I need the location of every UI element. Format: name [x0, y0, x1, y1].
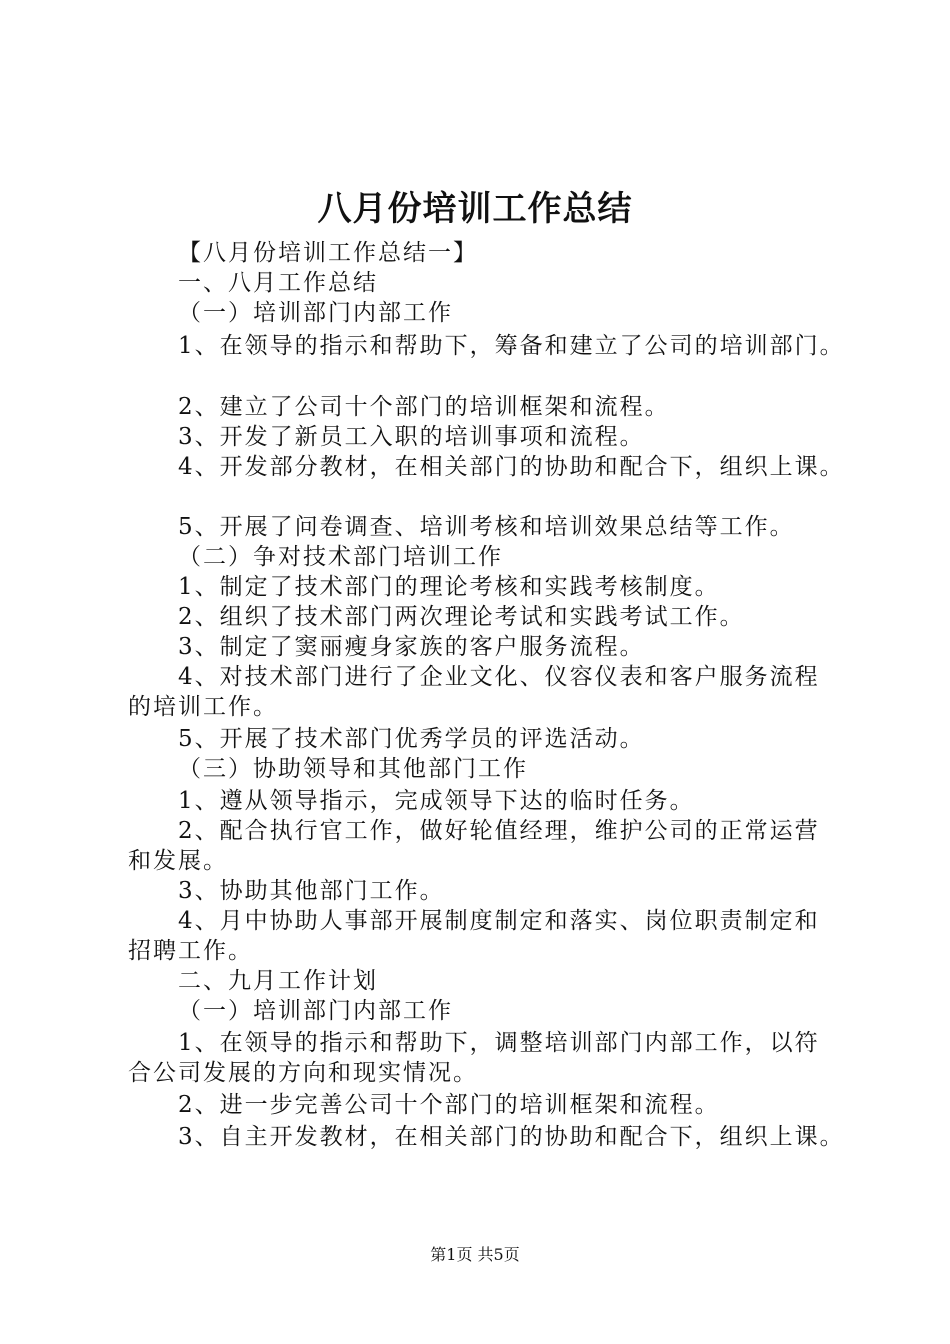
section-heading: 二、九月工作计划: [178, 968, 378, 994]
section-heading: 一、八月工作总结: [178, 270, 378, 296]
paragraph-line: 2、配合执行官工作，做好轮值经理，维护公司的正常运营: [178, 818, 820, 844]
paragraph-line: 3、开发了新员工入职的培训事项和流程。: [178, 424, 645, 450]
paragraph-line: 5、开展了技术部门优秀学员的评选活动。: [178, 726, 645, 752]
paragraph-line: 1、在领导的指示和帮助下，筹备和建立了公司的培训部门。: [178, 333, 845, 359]
paragraph-line: 1、遵从领导指示，完成领导下达的临时任务。: [178, 788, 695, 814]
page-footer: 第1页 共5页: [430, 1245, 520, 1264]
subsection-heading: （二）争对技术部门培训工作: [178, 544, 503, 570]
paragraph-line: 1、制定了技术部门的理论考核和实践考核制度。: [178, 574, 720, 600]
paragraph-line: 合公司发展的方向和现实情况。: [128, 1060, 478, 1086]
paragraph-line: 3、协助其他部门工作。: [178, 878, 445, 904]
paragraph-line: 2、组织了技术部门两次理论考试和实践考试工作。: [178, 604, 745, 630]
document-title: 八月份培训工作总结: [317, 189, 633, 229]
paragraph-line: 3、自主开发教材，在相关部门的协助和配合下，组织上课。: [178, 1124, 845, 1150]
paragraph-line: 1、在领导的指示和帮助下，调整培训部门内部工作，以符: [178, 1030, 820, 1056]
subsection-heading: （三）协助领导和其他部门工作: [178, 756, 528, 782]
paragraph-line: 和发展。: [128, 848, 228, 874]
paragraph-line: 3、制定了窦丽瘦身家族的客户服务流程。: [178, 634, 645, 660]
paragraph-line: 5、开展了问卷调查、培训考核和培训效果总结等工作。: [178, 514, 795, 540]
paragraph-line: 4、对技术部门进行了企业文化、仪容仪表和客户服务流程: [178, 664, 820, 690]
paragraph-line: 的培训工作。: [128, 694, 278, 720]
paragraph-line: 招聘工作。: [128, 938, 253, 964]
paragraph-line: 2、进一步完善公司十个部门的培训框架和流程。: [178, 1092, 720, 1118]
subsection-heading: （一）培训部门内部工作: [178, 300, 453, 326]
paragraph-line: 4、月中协助人事部开展制度制定和落实、岗位职责制定和: [178, 908, 820, 934]
subsection-heading: （一）培训部门内部工作: [178, 998, 453, 1024]
paragraph-line: 2、建立了公司十个部门的培训框架和流程。: [178, 394, 670, 420]
section-heading: 【八月份培训工作总结一】: [178, 240, 478, 266]
paragraph-line: 4、开发部分教材，在相关部门的协助和配合下，组织上课。: [178, 454, 845, 480]
